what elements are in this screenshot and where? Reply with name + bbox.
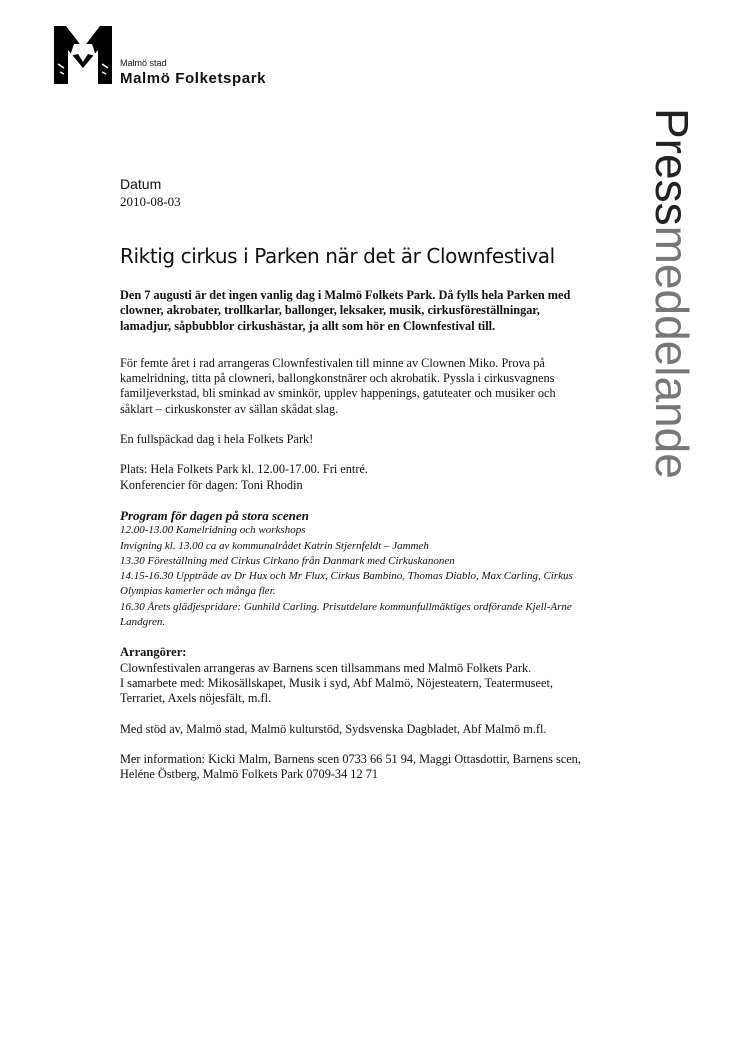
paragraph-2: En fullspäckad dag i hela Folkets Park! (120, 432, 314, 447)
support-line: Med stöd av, Malmö stad, Malmö kulturstöd, Sydsvenska Dagbladet, Abf Malmö m.fl. (120, 721, 547, 736)
program-item: 12.00-13.00 Kamelridning och workshops (120, 524, 306, 537)
org-name-large: Malmö Folketspark (120, 70, 267, 87)
info-konferencier: Konferencier för dagen: Toni Rhodin (120, 477, 303, 492)
arrangorer-heading: Arrangörer: (120, 645, 187, 660)
arrangorer-line-2: I samarbete med: Mikosällskapet, Musik i syd, Abf Malmö, Nöjesteatern, Teatermuseet, Terrariet, Axels nöjesfält, m.fl. (120, 675, 553, 706)
info-plats: Plats: Hela Folkets Park kl. 12.00-17.00. Fri entré. (120, 462, 368, 477)
arrangorer-line-1: Clownfestivalen arrangeras av Barnens scen tillsammans med Malmö Folkets Park. (120, 660, 532, 675)
malmo-logo-icon (52, 24, 114, 86)
side-label-meddelande: meddelande (646, 225, 698, 479)
paragraph-1: För femte året i rad arrangeras Clownfestivalen till minne av Clownen Miko. Prova på kamelridning, titta på clowneri, ballongkonstnärer och akrobatik. Pyssla i cirkusvagnens familjeverkstad, bli sminkad av sminkör, upplev happenings, gatuteater och musiker och såklart – cirkuskonster av sällan skådat slag. (120, 355, 556, 416)
program-heading: Program för dagen på stora scenen (120, 507, 309, 523)
press-release-body (120, 288, 590, 782)
program-item: Invigning kl. 13.00 ca av kommunalrådet Katrin Stjernfeldt – Jammeh (120, 539, 429, 552)
pressmeddelande-side-label (640, 108, 710, 548)
date-label: Datum (120, 176, 162, 192)
org-name-small: Malmö stad (120, 58, 167, 68)
program-item: 14.15-16.30 Uppträde av Dr Hux och Mr Flux, Cirkus Bambino, Thomas Diablo, Max Carling, Cirkus Olympias kamerler och många fler. (120, 570, 573, 598)
side-label-press: Press (646, 108, 698, 226)
program-item: 16.30 Årets glädjespridare: Gunhild Carling. Prisutdelare kommunfullmäktiges ordförande Kjell-Arne Landgren. (120, 600, 572, 629)
headline: Riktig cirkus i Parken när det är Clownfestival (120, 244, 555, 268)
program-list (120, 523, 590, 630)
contact-info: Mer information: Kicki Malm, Barnens scen 0733 66 51 94, Maggi Ottasdottir, Barnens scen, Heléne Östberg, Malmö Folkets Park 0709-34 12 71 (120, 751, 581, 782)
program-item: 13.30 Föreställning med Cirkus Cirkano från Danmark med Cirkuskanonen (120, 554, 455, 567)
svg-text:Pressmeddelande (646, 108, 698, 479)
date-value: 2010-08-03 (120, 194, 181, 209)
lead-paragraph: Den 7 augusti är det ingen vanlig dag i Malmö Folkets Park. Då fylls hela Parken med clowner, akrobater, trollkarlar, ballonger, leksaker, musik, cirkusföreställningar, lamadjur, såpbubblor cirkushästar, ja allt som hör en Clownfestival till. (120, 288, 571, 333)
